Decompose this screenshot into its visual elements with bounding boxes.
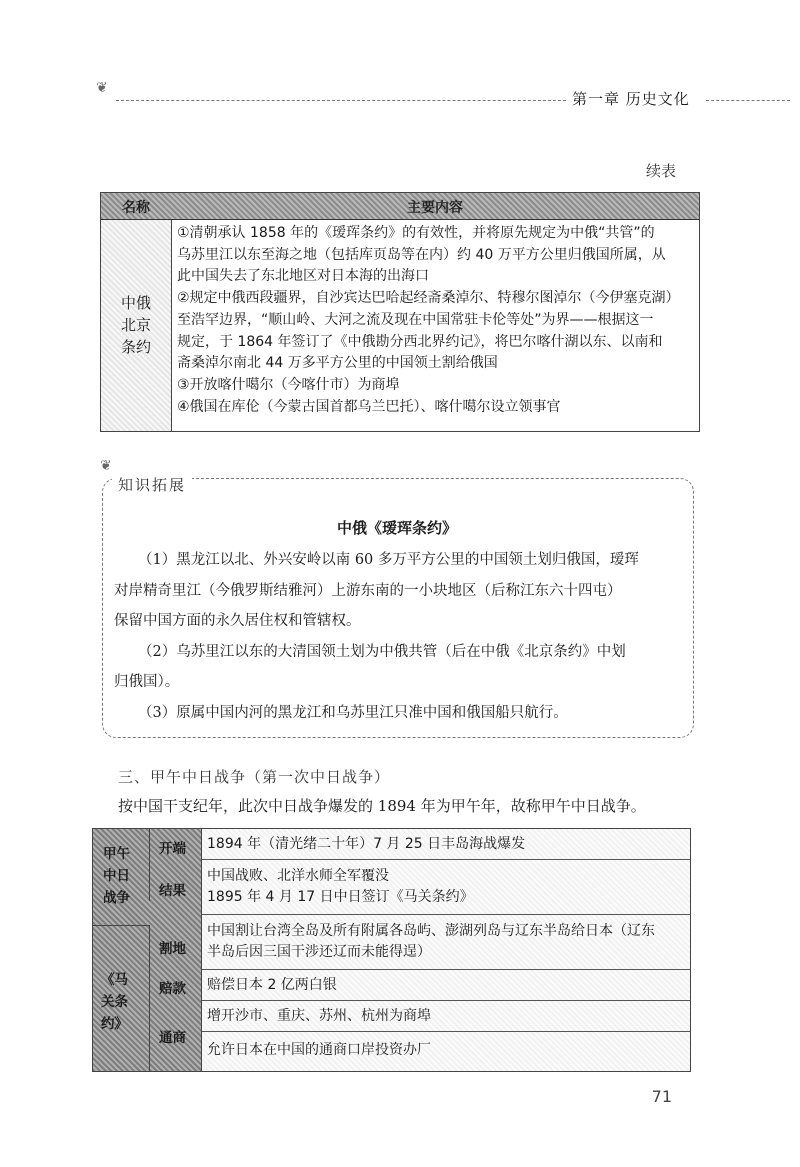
section-paragraph: 按中国干支纪年，此次中日战争爆发的 1894 年为甲午年，故称甲午中日战争。 [118, 797, 646, 815]
peikuan-text: 赔偿日本 2 亿两白银 [207, 977, 337, 993]
content-line: 至浩罕边界，“顺山岭、大河之流及现在中国常驻卡伦等处”为界——根据这一 [177, 311, 654, 328]
kaiduan-label: 开端 [159, 841, 186, 857]
box-body [114, 545, 682, 728]
col-content-header: 主要内容 [407, 200, 463, 216]
leaf-ornament-icon: ❦ [100, 458, 112, 474]
war-table [92, 828, 691, 1072]
table-row [201, 860, 690, 915]
table-row [201, 970, 690, 1001]
box-label-wrap [112, 474, 192, 495]
section-title: 三、甲午中日战争（第一次中日战争） [118, 768, 391, 786]
jieguo-text-2: 1895 年 4 月 17 日中日签订《马关条约》 [207, 889, 474, 905]
gedi-text-1: 中国割让台湾全岛及所有附属各岛屿、澎湖列岛与辽东半岛给日本（辽东 [207, 923, 655, 939]
treaty-name: 中俄北京条约 [120, 294, 151, 356]
box-line: 归俄国）。 [114, 674, 180, 690]
jieguo-text-1: 中国战败、北洋水师全军覆没 [207, 868, 389, 884]
header-rule-right [706, 100, 790, 101]
box-line: （2）乌苏里江以东的大清国领土划为中俄共管（后在中俄《北京条约》中划 [138, 643, 626, 660]
table-row [201, 829, 690, 860]
divider [149, 925, 150, 1071]
tongshang-text-2: 允许日本在中国的通商口岸投资办厂 [207, 1042, 431, 1058]
treaty-table [100, 192, 700, 432]
page-number: 71 [651, 1087, 672, 1106]
continued-label: 续表 [645, 162, 676, 180]
col-name-header: 名称 [122, 200, 150, 216]
leaf-ornament-icon: ❦ [96, 80, 108, 96]
gedi-text-2: 半岛后因三国干涉还辽而未能得逞） [207, 944, 431, 960]
kaiduan-text: 1894 年（清光绪二十年）7 月 25 日丰岛海战爆发 [207, 836, 526, 852]
content-line: ①清朝承认 1858 年的《瑷珲条约》的有效性，并将原先规定为中俄“共管”的 [177, 225, 655, 241]
box-line: （3）原属中国内河的黑龙江和乌苏里江只准中国和俄国船只航行。 [138, 704, 568, 721]
box-line: 保留中国方面的永久居住权和管辖权。 [114, 613, 361, 629]
peikuan-label: 赔款 [159, 981, 186, 997]
jieguo-label: 结果 [159, 883, 186, 899]
war-content-column [201, 829, 690, 1071]
box-heading: 中俄《瑷珲条约》 [336, 519, 457, 537]
content-line: 乌苏里江以东至海之地（包括库页岛等在内）约 40 万平方公里归俄国所属，从 [177, 246, 666, 263]
content-line: 斋桑淖尔南北 44 万多平方公里的中国领土割给俄国 [177, 355, 498, 372]
tongshang-text-1: 增开沙市、重庆、苏州、杭州为商埠 [207, 1008, 431, 1024]
divider [201, 829, 202, 1071]
gedi-label: 割地 [159, 941, 186, 957]
chapter-header: 第一章 历史文化 [566, 88, 696, 109]
content-line: ④俄国在库伦（今蒙古国首都乌兰巴托）、喀什噶尔设立领事官 [177, 398, 561, 415]
treaty-name-cell [101, 220, 172, 431]
content-line: ③开放喀什噶尔（今喀什市）为商埠 [177, 376, 400, 393]
table-header [101, 193, 699, 220]
box-label: 知识拓展 [118, 476, 187, 494]
treaty-label: 《马关条约》 [101, 972, 128, 1032]
header-rule [116, 100, 566, 101]
divider [149, 829, 150, 901]
treaty-content [177, 223, 693, 418]
box-line: 对岸精奇里江（今俄罗斯结雅河）上游东南的一小块地区（后称江东六十四屯） [114, 582, 622, 599]
box-line: （1）黑龙江以北、外兴安岭以南 60 多万平方公里的中国领土划归俄国，瑷珲 [138, 552, 639, 568]
content-line: 此中国失去了东北地区对日本海的出海口 [177, 268, 429, 285]
content-line: 规定，于 1864 年签订了《中俄勘分西北界约记》，将巴尔喀什湖以东、以南和 [177, 333, 663, 350]
table-row [201, 1001, 690, 1032]
war-label: 甲午中日战争 [103, 846, 130, 906]
tongshang-label: 通商 [159, 1030, 186, 1046]
content-line: ②规定中俄西段疆界，自沙宾达巴哈起经斋桑淖尔、特穆尔图淖尔（今伊塞克湖） [177, 290, 680, 307]
divider [93, 925, 149, 926]
table-row [201, 915, 690, 970]
